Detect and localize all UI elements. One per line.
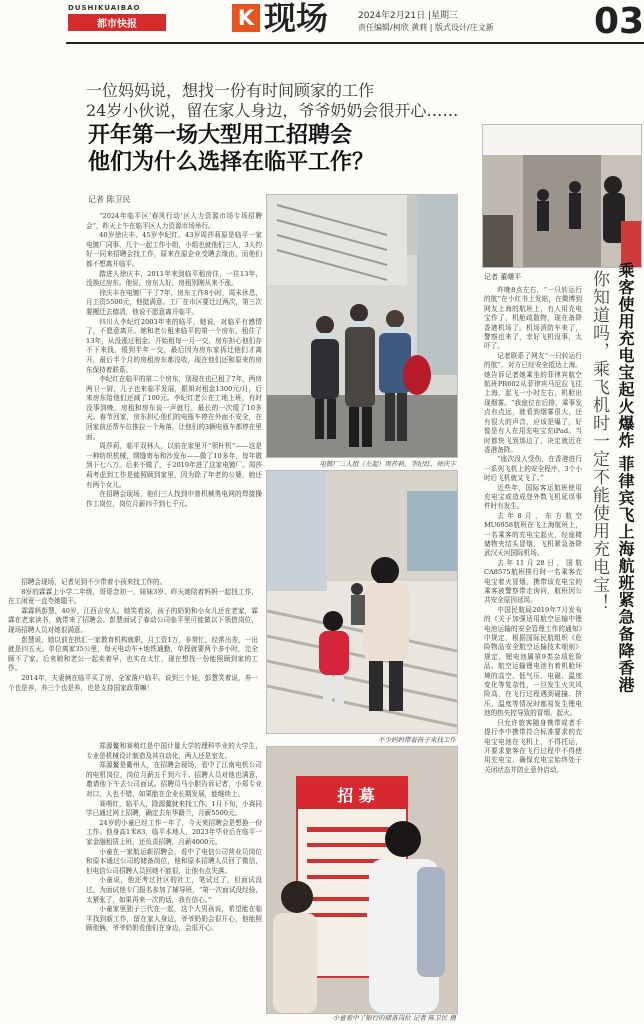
article-paragraph: 中国民航局2019年7月发布的《关于加强适用航空运输中锂电池运输的安全管理工作的通知》中规定，根据国际民航组织《危险物品安全航空运输技术细则》规定，锂电池属第9类杂项危险品。航空运输锂电池有着机舱环境的高空、低气压、电磁、温度变化等复杂性，一旦发生火灾风险高，在飞行过程遇到碰撞、挤压、温度等情况时都易发生锂电池的热失控导致的冒烟、起火。 bbox=[484, 605, 582, 718]
newspaper-logo: 都市快报 bbox=[68, 14, 166, 31]
article-paragraph: 近些年，国际客运航班使用充电宝或造成登外数飞机延误事件时有发生。 bbox=[484, 483, 582, 511]
article-paragraph: 彭慧说，她以前在拱汇一家教育机构就职，月工资1万，非常忙，经常出差，一出就是四五天。单位离家35公里，每天电动车+地铁通勤，单程就要两个多小时，完全顾不了家。后来她和老公一起卖着早，也实在太忙，现在想找一份能照顾到家的工作。 bbox=[8, 635, 258, 673]
photo-caption-3: 小童看中了银行的储备岗位 记者 陈卫民 摄 bbox=[332, 1014, 456, 1022]
article-paragraph: 去年8月，东方航空MU6958航班在飞上海航班上，一名乘客的充电宝起火，经座椅储物夹结头冒烟，飞机紧急备降武汉天河国际机场。 bbox=[484, 511, 582, 558]
article-paragraph: 小童家里独子三代在一起，这个大男孩说，希望能在临平找到新工作，留在家人身边，爷爷奶奶会很开心，他能照顾他俩，爷爷奶奶看他们在身边，会很开心。 bbox=[86, 905, 262, 933]
photo-mother-child bbox=[266, 470, 458, 734]
section-title: 现场 bbox=[264, 0, 329, 37]
editors-credit: 责任编辑/柯欣 黄莉 | 版式设计/庄文新 bbox=[358, 23, 494, 32]
masthead-pinyin: DUSHIKUAIBAO bbox=[68, 4, 141, 12]
story-headline-1: 开年第一场大型用工招聘会 bbox=[88, 123, 353, 148]
article-paragraph: 郑源鳌和赛萌红是中国计量大学的理科毕业的大学生，专业是机械设计制造及其自动化，两人还是室友。 bbox=[86, 742, 262, 760]
article-paragraph: 踏进人徐庆丰，2011年来到临平租房住，一住13年，没换过房东。他说，房东人好，房租别刚从来不涨。 bbox=[86, 269, 262, 288]
article-paragraph: 去年11月28日，国航CA8575航班排行时一名乘客充电宝着火冒烟，携带该充电宝的乘客被警察带走询问，航班因公共安全原因延误。 bbox=[484, 558, 582, 605]
article-column-1 bbox=[86, 212, 262, 564]
article-paragraph: “座次没人受伤，在香港进行一系列飞机上的安全程序，3个小时后飞机就又飞了。” bbox=[484, 455, 582, 483]
article-paragraph: 四川人李纪红2003年来的临平，她说，对临平有感情了，不愿意离开。她和老公租来临平的第一个房东，租住了13年，从没涨过租金。开始租每一月一交，房东担心他们存不下来钱，缓到半年一交，最后因为房东家拆迁他们才离开，最后半个月的房租房东都没收，现在他们还和原来的房东保持着联系。 bbox=[86, 317, 262, 374]
photo-airplane-cabin bbox=[482, 124, 642, 268]
article-column-3 bbox=[86, 742, 262, 1020]
article-paragraph: 24岁的小童已经工作一年了，今天来招聘会是想换一份工作。他身高1米83，临平本地人，2023年毕业后在临平一家金融租赁上班，还负责招聘，月薪4000元。 bbox=[86, 818, 262, 846]
article-paragraph: 2014年，夫妻俩在临平买了房，全家落户临平。说到三个娃，彭慧笑着说，养一个也是养，养三个也是养，也是支持国家政策嘛！ bbox=[8, 673, 258, 692]
article-paragraph: 40岁徐庆丰、45岁李纪红、43岁周莎莉原是临平一家电镀厂同事，几个一起工作小组，小组也就他们三人，3人约好一同来招聘会找工作，原来在原企业受聘去缘由，而他们都不想离开临平。 bbox=[86, 231, 262, 268]
article-paragraph: 小童在一家航运新招聘会，看中了电信公司营业员岗位和原本通过公司的储备岗位，他和原本招聘人员回了微信，但电信公司招聘人员回她不能很，让他有点失落。 bbox=[86, 847, 262, 875]
article-paragraph: 霖霖妈彭慧，40岁，江西吉安人。她笑着说，孩子的奶奶和小女儿还在老家，霖霖在老家读书，就带来了招聘会。彭慧面试了春动公司临平里可能做以下领借岗位，现场招聘人员对她很满意。 bbox=[8, 606, 258, 634]
right-story-byline: 记者 董曙平 bbox=[484, 273, 522, 281]
photo-caption-1: 电镀厂三人组（左起）周莎莉、李纪红、徐庆丰 bbox=[319, 460, 456, 468]
article-paragraph: 郑源鳌是衢州人，在招聘会现场，看中了江南电机公司的电机岗位，岗位月薪五千到六千。招聘人员对他也满意，邀请他下午去公司面试。招聘员马小胆告诉记者，小郑专业对口，人也不错，如果能在企业长期发展，能继续上。 bbox=[86, 761, 262, 798]
header-rule bbox=[66, 42, 644, 44]
right-story-headline: 乘客使用充电宝起火爆炸 菲律宾飞上海航班紧急备降香港 bbox=[616, 262, 635, 694]
photo-three-workers bbox=[266, 194, 458, 458]
article-paragraph: 昨晚8点左右，“一只转运行的航”在小红书上发贴，在微博到网友上海的航班上，有人用充电宝作了，机舱疏散物，现在备降香港机场了。机场消防车来了，警察也来了，幸好飞机没事，太吓了。 bbox=[484, 286, 582, 351]
page-number: 03 bbox=[594, 1, 644, 42]
article-column-2 bbox=[8, 578, 258, 710]
story-subheadline-2: 24岁小伙说，留在家人身边，爷爷奶奶会很开心…… bbox=[86, 101, 459, 120]
article-paragraph: 周莎莉，临平双林人，以前在家里开“领杆机”——这是一种纺织机械，纲缝寄布和沙发布——做了10多年，每年做到下七八万。后来不做了，于2019年进了这家电镀厂。周莎莉考虑到工作是能照顾到家里，因为除了年老的公婆，她还有两个女儿。 bbox=[86, 442, 262, 489]
article-paragraph: 徐庆丰在电镀厂干了7年，房东工作8小时，周末休息，月工资5500元，他挺满意。工厂在市区要迁过两次，第三次要搬迁去德清，他说不愿意离开临平。 bbox=[86, 288, 262, 316]
story-headline-2: 他们为什么选择在临平工作？ bbox=[88, 150, 375, 175]
article-paragraph: 记者联系了网友“一只转运行的航”，对方已经安全抵达上海。她告诉记者她乘坐的菲律宾航空航班PR602从菲律宾马尼拉飞往上海，起飞一小时左右，机舱出现烟雾。“我座位在后排，乘事发点有点远，就看到烟雾很大，还有很大的声音，应该是爆了，好像是有人在用充电宝充iPad。当时都快飞到那边了，决定就近在香港备降。 bbox=[484, 351, 582, 454]
article-paragraph: “2024年临平区‘春风行动’区人力资源市场专场招聘会”，昨天上午在临平区人力资源市场举行。 bbox=[86, 212, 262, 230]
right-story-column bbox=[484, 286, 582, 1020]
article-paragraph: 赛萌红，临平人，除源鳌就来找工作。1月下旬，小赛同学已通过网上招聘，确定去东华籍兰，月薪5500元。 bbox=[86, 799, 262, 818]
logo-k-icon: K bbox=[232, 4, 260, 32]
article-paragraph: 8岁的霖霖上小学二年级，哥哥念初一，妹妹3岁。昨天她陪着妈妈一起找工作，在工闲竟一直夸她聪干。 bbox=[8, 587, 258, 606]
story-subheadline-1: 一位妈妈说，想找一份有时间顾家的工作 bbox=[86, 81, 375, 100]
poster-heading: 招 募 bbox=[337, 786, 375, 805]
right-story-subheadline: 你知道吗，乘飞机时一定不能使用充电宝！ bbox=[589, 270, 609, 612]
article-paragraph: 招聘会现场，记者见到不少带着小孩来找工作的。 bbox=[21, 578, 167, 586]
issue-date: 2024年2月21日 |星期三 bbox=[358, 11, 458, 21]
story-byline: 记者 陈卫民 bbox=[88, 195, 131, 204]
article-paragraph: 只允许旅客随身携带或者手提行李中携带符合标准要求的充电宝电池在飞机上，不得托运，开要求旅客在飞行过程中不得使用充电宝，确保充电宝始终处于关闭状态并防止意外启动。 bbox=[484, 718, 582, 774]
article-paragraph: 在招聘会现场，他们三人找到申普机械勇电网的焊接操作工岗位，岗位月薪四千到七千元。 bbox=[86, 490, 262, 508]
photo-caption-2: 不少妈妈带着孩子来找工作 bbox=[378, 736, 456, 744]
article-paragraph: 李纪红在临平的第二个房东，别现在也已租了7年，两房两卫一厨，儿子也来临平发展，跟姐对租金1300元/月，后来房东给他们还减了100元。李纪红老公在工地上班，有时没事到晚，房租和房东说一声就行，最长的一次缓了10多天。春节回家，房东担心他们的电瓶车停在外面不安全，在回家前还帮车位推拉一个角落，让他们的3辆电瓶车都停在里面。 bbox=[86, 375, 262, 441]
article-paragraph: 小童说，他还考过社区的社工，笔试过了，但面试没过。为面试他专门报名参加了辅导班，“第一次面试没经验，太紧张了，如果再来一次的话，我有信心。” bbox=[86, 876, 262, 904]
